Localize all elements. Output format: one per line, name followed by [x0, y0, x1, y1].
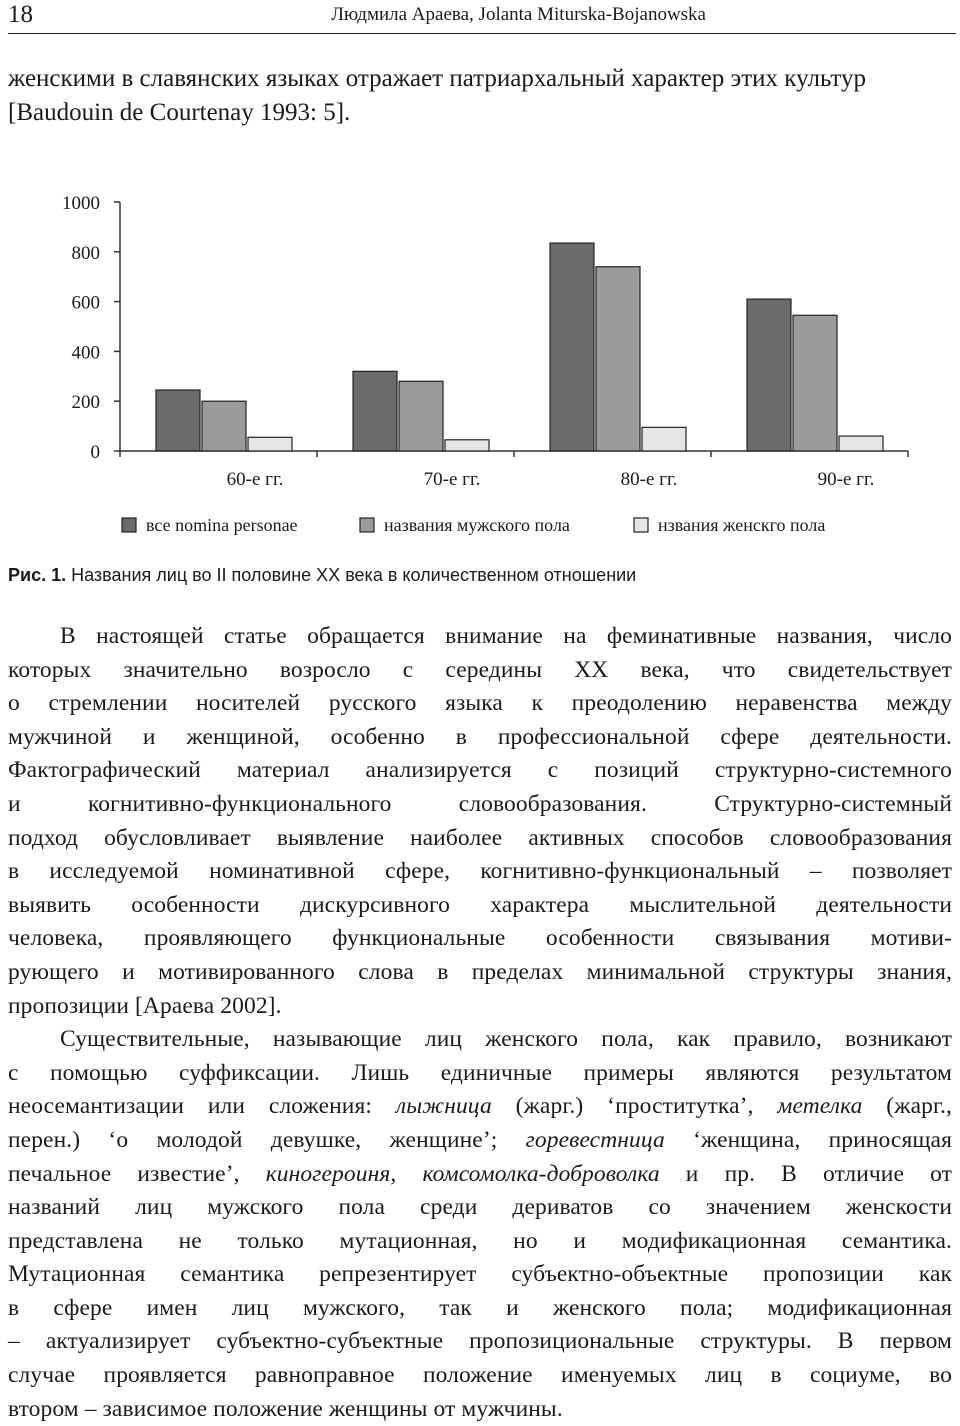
legend-label: все nomina personae [146, 515, 298, 535]
paragraph-line [8, 1158, 952, 1192]
paragraph-line: выявить особенности дискурсивного характера мыслительной деятельности [8, 891, 952, 918]
x-tick-label: 90-е гг. [817, 469, 875, 490]
x-tick-label: 80-е гг. [620, 469, 678, 490]
text-run: перен.) ‘о молодой девушке, женщине’; [8, 1126, 526, 1153]
paragraph-line: о стремлении носителей русского языка к преодолению неравенства между [8, 690, 952, 717]
bar [353, 371, 397, 451]
paragraph-line: мужчиной и женщиной, особенно в профессиональной сфере деятельности. [8, 723, 952, 750]
italic-term: лыжница [395, 1093, 492, 1120]
bar [156, 390, 200, 451]
legend-label: нзвания женскго пола [658, 515, 826, 535]
running-head: Людмила Араева, Jolanta Miturska-Bojanowska [331, 4, 706, 25]
legend-swatch [634, 518, 648, 532]
italic-term: горевестница [525, 1126, 665, 1153]
paragraph-line: с помощью суффиксации. Лишь единичные примеры являются результатом [8, 1059, 952, 1086]
y-tick-label: 600 [71, 292, 100, 314]
paragraph-line: рующего и мотивированного слова в пределах минимальной структуры знания, [8, 958, 952, 985]
bar [202, 401, 246, 451]
bar-chart [0, 180, 960, 550]
caption-label: Рис. 1. [8, 565, 67, 585]
paragraph-line: в сфере имен лиц мужского, так и женского пола; модификационная [8, 1294, 952, 1321]
paragraph-line [8, 1124, 952, 1158]
text-run: , [390, 1160, 423, 1187]
paragraph-line: Существительные, называющие лиц женского пола, как правило, возникают [60, 1026, 952, 1053]
caption-text: Названия лиц во II половине XX века в количественном отношении [66, 565, 637, 585]
bar [445, 440, 489, 451]
figure-caption [8, 563, 636, 587]
bar [747, 299, 791, 451]
italic-term: метелка [777, 1093, 863, 1120]
y-tick-label: 200 [71, 392, 100, 414]
page-header [8, 0, 956, 34]
text-run: (жарг.) ‘проститутка’, [491, 1093, 778, 1120]
bar [596, 267, 640, 451]
y-tick-label: 800 [71, 242, 100, 264]
intro-line: [Baudouin de Courtenay 1993: 5]. [8, 99, 351, 126]
paragraph-line: и когнитивно-функционального словообразования. Структурно-системный [8, 790, 952, 817]
paragraph-line: человека, проявляющего функциональные особенности связывания мотиви- [8, 925, 952, 952]
paragraph-line: представлена не только мутационная, но и модификационная семантика. [8, 1227, 952, 1254]
paragraph-line [8, 1090, 952, 1124]
bar [793, 315, 837, 451]
text-run: печальное известие’, [8, 1160, 266, 1187]
paragraph-line: втором – зависимое положение женщины от мужчины. [8, 1395, 563, 1422]
paragraph-line: Фактографический материал анализируется с позиций структурно-системного [8, 757, 952, 784]
paragraph-line: которых значительно возросло с середины XX века, что свидетельствует [8, 656, 952, 683]
bar [550, 243, 594, 451]
bar [399, 381, 443, 451]
body-text [8, 620, 952, 1426]
legend-label: названия мужского пола [384, 515, 570, 535]
italic-term: киногероиня [265, 1160, 391, 1187]
x-tick-label: 70-е гг. [423, 469, 481, 490]
y-tick-label: 1000 [62, 193, 100, 214]
legend-swatch [122, 518, 136, 532]
paragraph-line: В настоящей статье обращается внимание на феминативные названия, число [60, 623, 952, 649]
paragraph-line: – актуализирует субъектно-субъектные пропозициональные структуры. В первом [8, 1328, 952, 1355]
text-run: и пр. В отличие от [659, 1160, 952, 1187]
page-number: 18 [8, 1, 33, 28]
paragraph-line: пропозиции [Араева 2002]. [8, 992, 282, 1019]
intro-line: женскими в славянских языках отражает патриархальный характер этих культур [8, 65, 867, 92]
paragraph-line: в исследуемой номинативной сфере, когнитивно-функциональный – позволяет [8, 858, 952, 885]
y-tick-label: 0 [90, 442, 100, 463]
x-tick-label: 60-е гг. [226, 469, 284, 490]
header-rule [8, 33, 956, 34]
paragraph-line: случае проявляется равноправное положение именуемых лиц в социуме, во [8, 1362, 952, 1389]
paragraph-line: названий лиц мужского пола среди дериватов со значением женскости [8, 1194, 952, 1221]
paragraph-line: подход обусловливает выявление наиболее активных способов словообразования [8, 824, 952, 851]
intro-text [8, 62, 952, 130]
bar [839, 436, 883, 451]
text-run: неосемантизации или сложения: [8, 1093, 396, 1120]
legend-swatch [360, 518, 374, 532]
paragraph-line: Мутационная семантика репрезентирует субъектно-объектные пропозиции как [8, 1261, 952, 1288]
bar [248, 437, 292, 451]
text-run: (жарг., [862, 1093, 952, 1120]
y-tick-label: 400 [71, 342, 100, 364]
text-run: ‘женщина, приносящая [664, 1126, 952, 1153]
italic-term: комсомолка-доброволка [422, 1160, 660, 1187]
bar [642, 427, 686, 451]
